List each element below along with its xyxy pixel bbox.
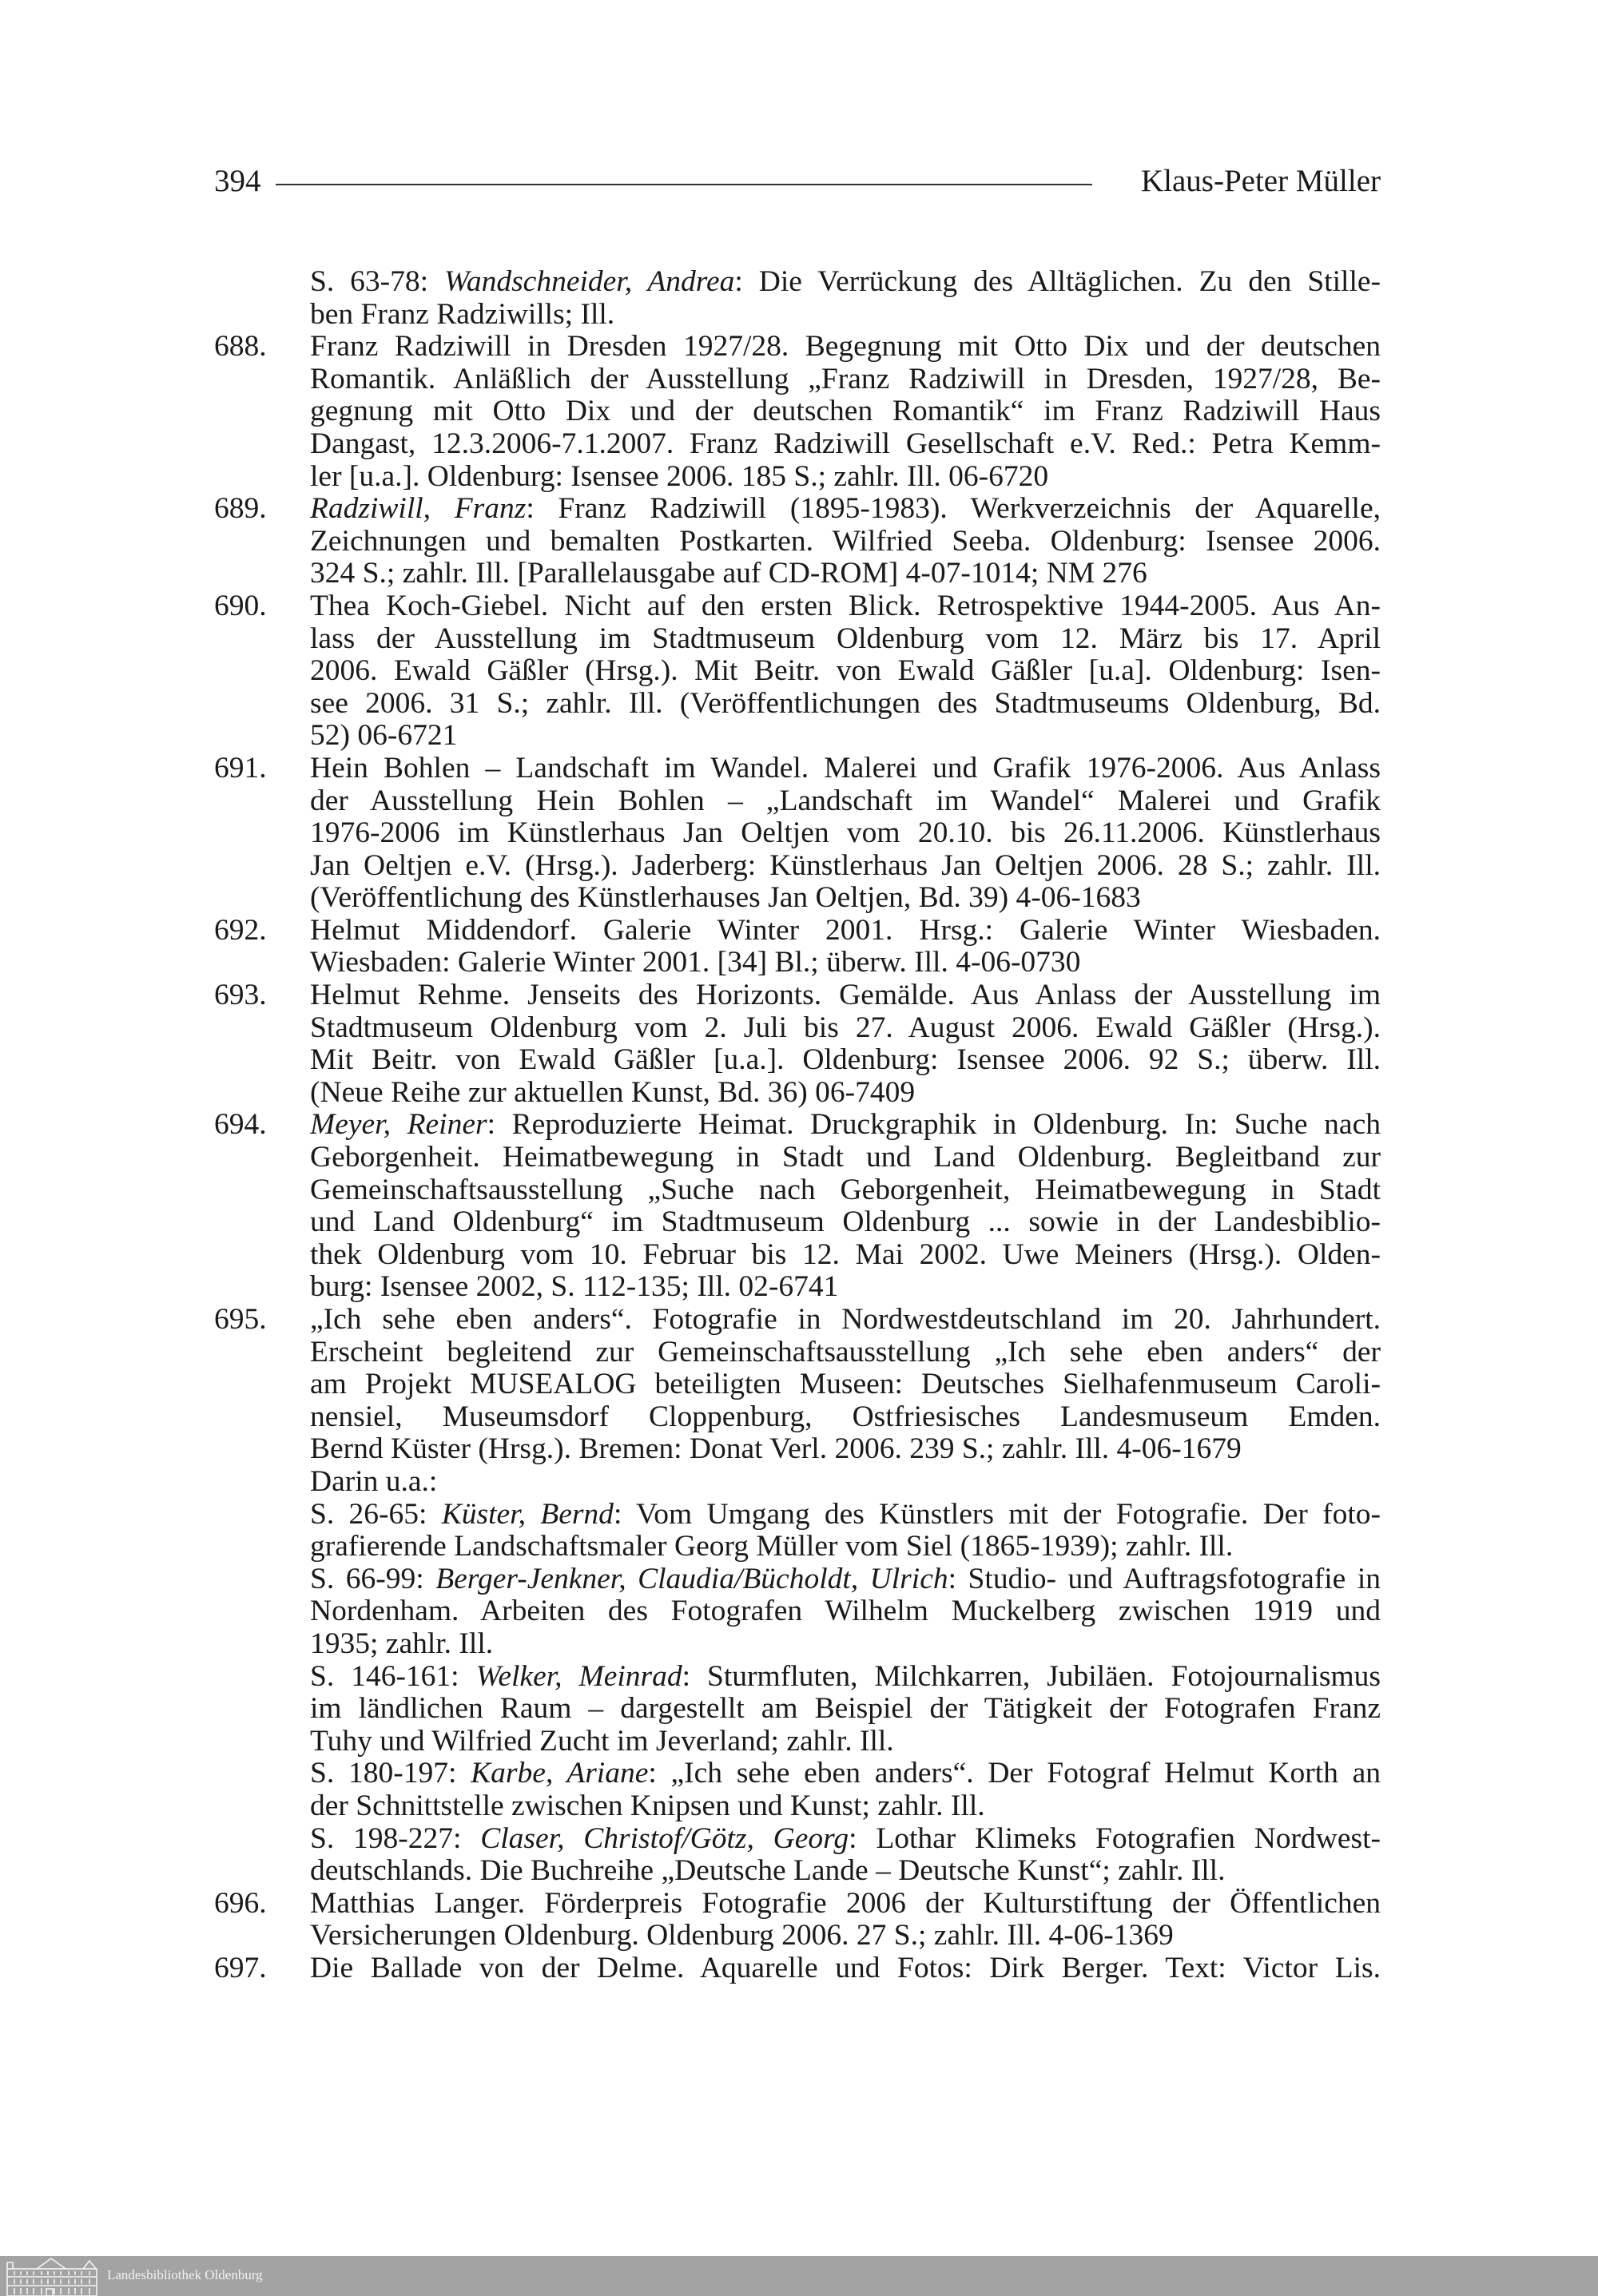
- text-line: [310, 1401, 1381, 1434]
- text-line: [310, 1142, 1381, 1174]
- text-segment: Zeichnungen und bemalten Postkarten. Wilfried Seeba. Oldenburg: Isensee 2006.: [310, 525, 1381, 558]
- text-line: [310, 493, 1381, 526]
- text-segment: der Schnittstelle zwischen Knipsen und Kunst; zahlr. Ill.: [310, 1789, 985, 1822]
- bibliography-entry: [214, 915, 1381, 979]
- library-building-logo-icon: [5, 2258, 99, 2296]
- entry-paragraph: [310, 1661, 1381, 1758]
- text-segment: 1935; zahlr. Ill.: [310, 1627, 494, 1660]
- header-author: Klaus-Peter Müller: [1140, 164, 1381, 198]
- text-segment: am Projekt MUSEALOG beteiligten Museen: Deutsches Sielhafenmuseum Caroli-: [310, 1368, 1381, 1401]
- text-segment: ben Franz Radziwills; Ill.: [310, 297, 615, 331]
- text-line: [310, 1012, 1381, 1045]
- text-line: [310, 1368, 1381, 1401]
- text-segment: 2006. Ewald Gäßler (Hrsg.). Mit Beitr. von Ewald Gäßler [u.a]. Oldenburg: Isen-: [310, 655, 1381, 688]
- bibliography-entry: [214, 1888, 1381, 1952]
- text-line: [310, 1888, 1381, 1921]
- bibliography-entry: [214, 331, 1381, 493]
- text-segment: Versicherungen Oldenburg. Oldenburg 2006. 27 S.; zahlr. Ill. 4-06-1369: [310, 1919, 1174, 1952]
- text-line: [310, 1563, 1381, 1596]
- author-name: Welker, Meinrad: [475, 1660, 682, 1693]
- text-segment: 1976-2006 im Künstlerhaus Jan Oeltjen vom 20.10. bis 26.11.2006. Künstlerhaus: [310, 817, 1381, 850]
- text-line: [310, 1174, 1381, 1207]
- text-segment: Erscheint begleitend zur Gemeinschaftsausstellung „Ich sehe eben anders“ der: [310, 1336, 1381, 1368]
- text-segment: : „Ich sehe eben anders“. Der Fotograf Helmut Korth an: [648, 1758, 1381, 1790]
- text-line: [310, 915, 1381, 947]
- text-line: [310, 1239, 1381, 1272]
- entry-paragraph: [310, 753, 1381, 915]
- text-segment: „Ich sehe eben anders“. Fotografie in Nordwestdeutschland im 20. Jahrhundert.: [310, 1304, 1381, 1336]
- entry-paragraph: [310, 1823, 1381, 1888]
- library-name: Landesbibliothek Oldenburg: [107, 2267, 263, 2282]
- entry-paragraph: [310, 915, 1381, 979]
- text-segment: Mit Beitr. von Ewald Gäßler [u.a.]. Oldenburg: Isensee 2006. 92 S.; überw. Ill.: [310, 1044, 1381, 1077]
- text-segment: 52) 06-6721: [310, 719, 458, 753]
- text-line: [310, 1628, 1381, 1661]
- entry-paragraph: [310, 266, 1381, 331]
- text-line: [310, 1337, 1381, 1369]
- text-line: [310, 655, 1381, 688]
- entry-paragraph: [310, 331, 1381, 493]
- text-segment: thek Oldenburg vom 10. Februar bis 12. Mai 2002. Uwe Meiners (Hrsg.). Olden-: [310, 1238, 1381, 1271]
- text-segment: S. 198-227:: [310, 1822, 481, 1855]
- entry-number: 693.: [214, 979, 267, 1012]
- author-name: Berger-Jenkner, Claudia/Bücholdt, Ulrich: [435, 1563, 948, 1595]
- text-line: [310, 623, 1381, 656]
- entry-paragraph: [310, 1499, 1381, 1563]
- text-line: [310, 558, 1381, 590]
- text-line: [310, 1466, 1381, 1499]
- text-line: [310, 1920, 1381, 1952]
- footer-bar: [0, 2256, 1598, 2296]
- text-segment: Franz Radziwill in Dresden 1927/28. Begegnung mit Otto Dix und der deutschen: [310, 331, 1381, 363]
- text-segment: S. 26-65:: [310, 1498, 442, 1531]
- text-segment: : Die Verrückung des Alltäglichen. Zu den Stille-: [734, 266, 1381, 298]
- text-line: [310, 979, 1381, 1012]
- text-segment: Thea Koch-Giebel. Nicht auf den ersten Blick. Retrospektive 1944-2005. Aus An-: [310, 590, 1381, 622]
- text-line: [310, 1952, 1381, 1985]
- text-segment: S. 180-197:: [310, 1758, 471, 1790]
- text-line: [310, 1855, 1381, 1888]
- text-line: [310, 817, 1381, 850]
- author-name: Karbe, Ariane: [471, 1758, 649, 1790]
- text-line: [310, 1499, 1381, 1531]
- author-name: Radziwill, Franz: [310, 493, 527, 526]
- text-segment: see 2006. 31 S.; zahlr. Ill. (Veröffentlichungen des Stadtmuseums Oldenburg, Bd.: [310, 687, 1381, 720]
- entry-number: 692.: [214, 913, 267, 947]
- text-line: [310, 266, 1381, 299]
- text-segment: Hein Bohlen – Landschaft im Wandel. Malerei und Grafik 1976-2006. Aus Anlass: [310, 752, 1381, 785]
- text-line: [310, 1271, 1381, 1304]
- header-rule: [276, 184, 1092, 185]
- text-segment: Darin u.a.:: [310, 1464, 438, 1498]
- entry-paragraph: [310, 979, 1381, 1109]
- text-segment: der Ausstellung Hein Bohlen – „Landschaft im Wandel“ Malerei und Grafik: [310, 785, 1381, 817]
- text-segment: Romantik. Anläßlich der Ausstellung „Franz Radziwill in Dresden, 1927/28, Be-: [310, 363, 1381, 395]
- bibliography-entry: [214, 266, 1381, 331]
- text-line: [310, 1044, 1381, 1077]
- entry-number: 697.: [214, 1951, 267, 1984]
- bibliography-entry: [214, 590, 1381, 753]
- text-segment: deutschlands. Die Buchreihe „Deutsche Lande – Deutsche Kunst“; zahlr. Ill.: [310, 1854, 1226, 1888]
- text-line: [310, 1790, 1381, 1823]
- text-segment: Dangast, 12.3.2006-7.1.2007. Franz Radziwill Gesellschaft e.V. Red.: Petra Kemm-: [310, 427, 1381, 460]
- text-line: [310, 1433, 1381, 1466]
- text-segment: : Studio- und Auftragsfotografie in: [948, 1563, 1381, 1595]
- bibliography-entry: [214, 753, 1381, 915]
- text-line: [310, 1077, 1381, 1110]
- entry-paragraph: [310, 1563, 1381, 1661]
- text-segment: lass der Ausstellung im Stadtmuseum Oldenburg vom 12. März bis 17. April: [310, 622, 1381, 655]
- text-segment: Bernd Küster (Hrsg.). Bremen: Donat Verl. 2006. 239 S.; zahlr. Ill. 4-06-1679: [310, 1432, 1242, 1466]
- text-segment: Geborgenheit. Heimatbewegung in Stadt und Land Oldenburg. Begleitband zur: [310, 1142, 1381, 1174]
- text-segment: und Land Oldenburg“ im Stadtmuseum Oldenburg ... sowie in der Landesbiblio-: [310, 1206, 1381, 1239]
- entry-paragraph: [310, 1952, 1381, 1985]
- text-segment: Helmut Rehme. Jenseits des Horizonts. Gemälde. Aus Anlass der Ausstellung im: [310, 979, 1381, 1012]
- entry-paragraph: [310, 1758, 1381, 1822]
- text-line: [310, 688, 1381, 721]
- entry-number: 688.: [214, 330, 267, 363]
- text-segment: nensiel, Museumsdorf Cloppenburg, Ostfriesisches Landesmuseum Emden.: [310, 1400, 1381, 1433]
- text-line: [310, 526, 1381, 558]
- entry-number: 689.: [214, 492, 267, 526]
- entry-paragraph: [310, 1109, 1381, 1304]
- text-segment: : Sturmfluten, Milchkarren, Jubiläen. Fotojournalismus: [682, 1660, 1381, 1693]
- bibliography-entry: [214, 1952, 1381, 1985]
- text-line: [310, 1661, 1381, 1694]
- author-name: Meyer, Reiner: [310, 1109, 487, 1142]
- entry-paragraph: [310, 1888, 1381, 1952]
- entry-paragraph: [310, 493, 1381, 590]
- entry-paragraph: [310, 1304, 1381, 1466]
- text-segment: : Vom Umgang des Künstlers mit der Fotografie. Der foto-: [613, 1498, 1381, 1531]
- text-line: [310, 590, 1381, 623]
- text-segment: S. 146-161:: [310, 1660, 476, 1693]
- text-segment: (Veröffentlichung des Künstlerhauses Jan Oeltjen, Bd. 39) 4-06-1683: [310, 881, 1141, 915]
- text-segment: burg: Isensee 2002, S. 112-135; Ill. 02-6741: [310, 1270, 839, 1304]
- entry-number: 694.: [214, 1108, 267, 1142]
- text-segment: : Reproduzierte Heimat. Druckgraphik in Oldenburg. In: Suche nach: [487, 1109, 1381, 1142]
- text-segment: Stadtmuseum Oldenburg vom 2. Juli bis 27. August 2006. Ewald Gäßler (Hrsg.).: [310, 1011, 1381, 1044]
- text-segment: Die Ballade von der Delme. Aquarelle und Fotos: Dirk Berger. Text: Victor Lis.: [310, 1952, 1381, 1984]
- entry-number: 690.: [214, 589, 267, 622]
- text-segment: S. 66-99:: [310, 1563, 436, 1595]
- text-segment: Gemeinschaftsausstellung „Suche nach Geborgenheit, Heimatbewegung in Stadt: [310, 1174, 1381, 1206]
- text-line: [310, 299, 1381, 332]
- text-line: [310, 1823, 1381, 1856]
- author-name: Küster, Bernd: [441, 1498, 614, 1531]
- text-segment: grafierende Landschaftsmaler Georg Müller vom Siel (1865-1939); zahlr. Ill.: [310, 1530, 1234, 1563]
- text-line: [310, 720, 1381, 753]
- text-line: [310, 428, 1381, 461]
- text-line: [310, 1531, 1381, 1563]
- bibliography-entry: [214, 493, 1381, 590]
- entry-paragraph: [310, 1466, 1381, 1499]
- text-segment: : Franz Radziwill (1895-1983). Werkverzeichnis der Aquarelle,: [526, 493, 1381, 526]
- text-line: [310, 785, 1381, 818]
- text-segment: im ländlichen Raum – dargestellt am Beispiel der Tätigkeit der Fotografen Franz: [310, 1693, 1381, 1726]
- text-segment: Wiesbaden: Galerie Winter 2001. [34] Bl.; überw. Ill. 4-06-0730: [310, 946, 1081, 979]
- text-line: [310, 850, 1381, 883]
- text-segment: Matthias Langer. Förderpreis Fotografie 2006 der Kulturstiftung der Öffentlichen: [310, 1887, 1381, 1920]
- bibliography-list: [214, 266, 1381, 1984]
- text-line: [310, 753, 1381, 785]
- bibliography-entry: [214, 1304, 1381, 1888]
- text-line: [310, 1693, 1381, 1726]
- bibliography-entry: [214, 1109, 1381, 1304]
- text-segment: 324 S.; zahlr. Ill. [Parallelausgabe auf CD-ROM] 4-07-1014; NM 276: [310, 557, 1147, 590]
- text-line: [310, 1304, 1381, 1337]
- text-line: [310, 395, 1381, 428]
- text-line: [310, 461, 1381, 494]
- text-segment: (Neue Reihe zur aktuellen Kunst, Bd. 36) 06-7409: [310, 1075, 916, 1109]
- text-line: [310, 882, 1381, 915]
- text-segment: : Lothar Klimeks Fotografien Nordwest-: [849, 1822, 1381, 1855]
- entry-number: 695.: [214, 1303, 267, 1336]
- author-name: Wandschneider, Andrea: [444, 266, 735, 298]
- text-line: [310, 1758, 1381, 1790]
- text-segment: Tuhy und Wilfried Zucht im Jeverland; zahlr. Ill.: [310, 1724, 894, 1758]
- text-line: [310, 1726, 1381, 1758]
- author-name: Claser, Christof/Götz, Georg: [480, 1822, 849, 1855]
- text-segment: ler [u.a.]. Oldenburg: Isensee 2006. 185 S.; zahlr. Ill. 06-6720: [310, 459, 1049, 493]
- text-line: [310, 1206, 1381, 1239]
- text-line: [310, 947, 1381, 979]
- text-segment: Jan Oeltjen e.V. (Hrsg.). Jaderberg: Künstlerhaus Jan Oeltjen 2006. 28 S.; zahlr. Ill.: [310, 849, 1381, 882]
- entry-number: 691.: [214, 751, 267, 785]
- text-line: [310, 363, 1381, 396]
- text-segment: Helmut Middendorf. Galerie Winter 2001. Hrsg.: Galerie Winter Wiesbaden.: [310, 914, 1381, 947]
- text-line: [310, 331, 1381, 363]
- bibliography-entry: [214, 979, 1381, 1109]
- text-segment: S. 63-78:: [310, 266, 445, 298]
- text-line: [310, 1595, 1381, 1628]
- text-line: [310, 1109, 1381, 1142]
- entry-paragraph: [310, 590, 1381, 753]
- entry-number: 696.: [214, 1886, 267, 1920]
- text-segment: gegnung mit Otto Dix und der deutschen Romantik“ im Franz Radziwill Haus: [310, 395, 1381, 428]
- text-segment: Nordenham. Arbeiten des Fotografen Wilhelm Muckelberg zwischen 1919 und: [310, 1595, 1381, 1628]
- page-number: 394: [214, 164, 261, 198]
